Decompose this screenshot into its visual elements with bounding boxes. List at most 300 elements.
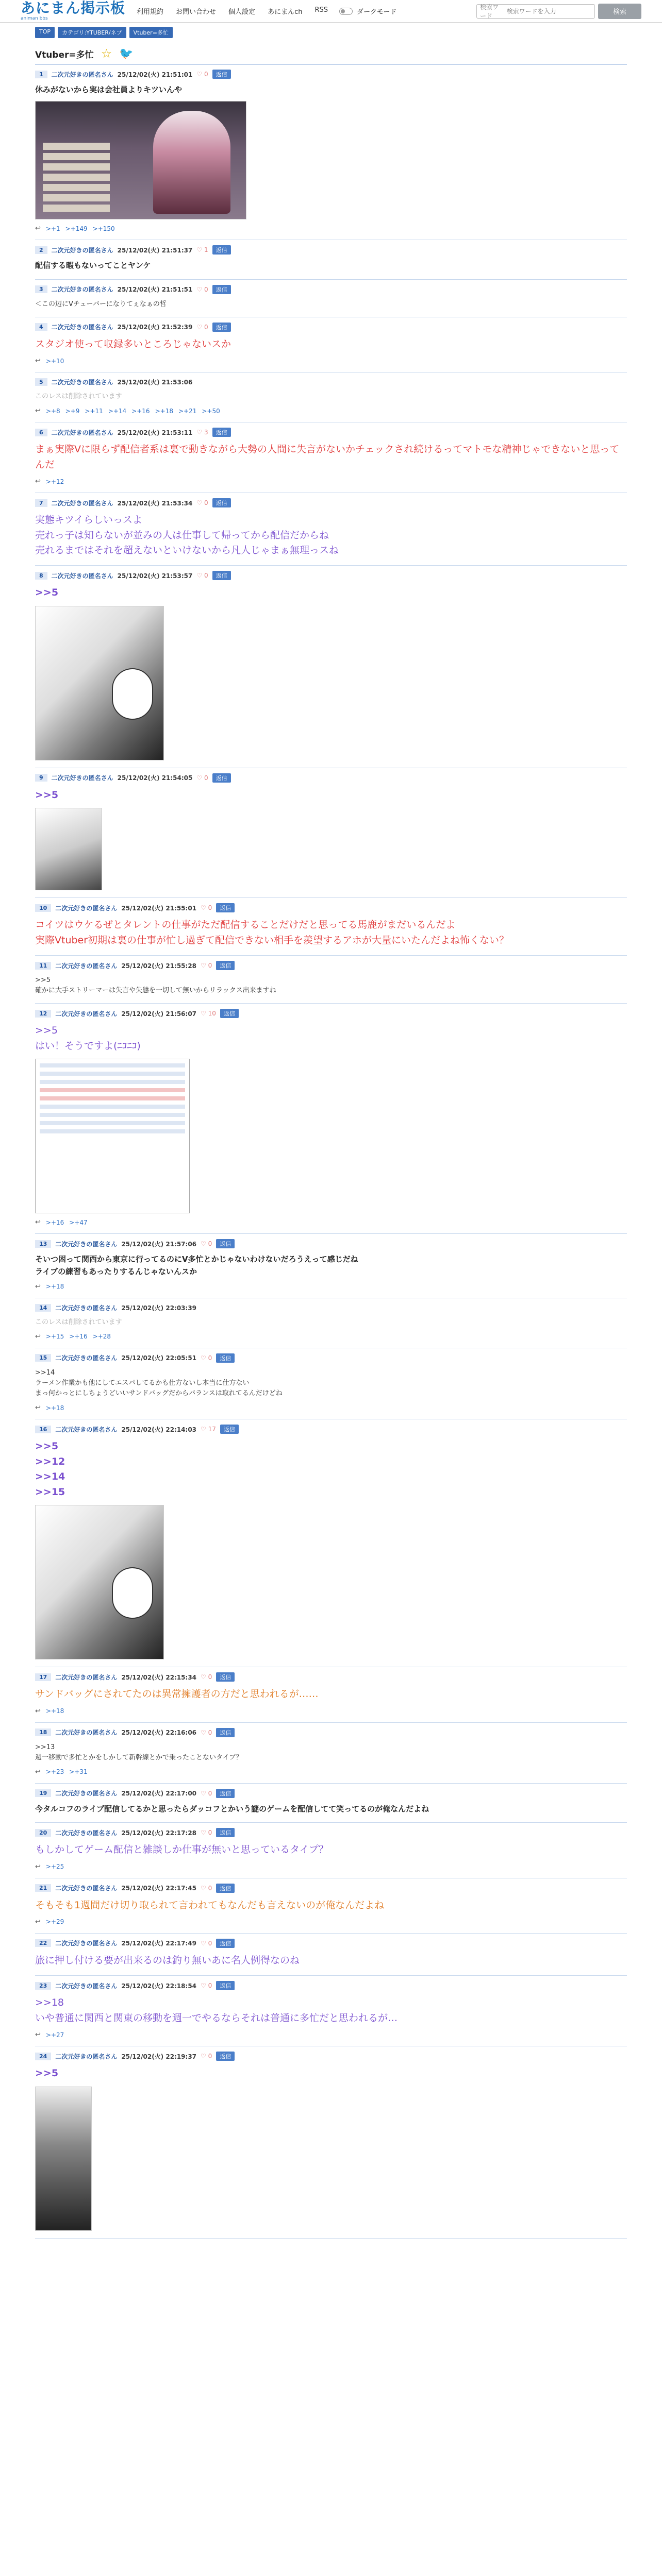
post-image[interactable] [35,606,164,760]
anchor-link[interactable]: >>5 [35,1440,59,1452]
nav-link[interactable]: お問い合わせ [176,8,217,16]
like-count[interactable]: ♡ 0 [201,1829,212,1837]
reply-button[interactable]: 返信 [216,961,235,970]
post-footer [35,407,627,415]
reply-arrow-icon: ↩ [35,1918,41,1926]
poster-name: 二次元好きの匿名さん [55,1304,118,1312]
post-body [35,918,627,948]
post-text-line: このレスは削除されています [35,1318,122,1326]
reply-link[interactable]: >+31 [69,1768,88,1776]
post-body [35,260,627,272]
toggle-switch-icon[interactable] [339,8,353,15]
reply-button[interactable]: 返信 [216,2052,235,2061]
reply-link[interactable]: >+149 [65,225,88,232]
like-count[interactable]: ♡ 0 [201,1673,212,1681]
reply-button[interactable]: 返信 [212,285,231,294]
post [35,240,627,279]
post-body [35,1253,627,1278]
post-date: 25/12/02(火) 22:15:34 [121,1673,197,1681]
post-body [35,1898,627,1913]
post-header [35,1425,627,1434]
like-count[interactable]: ♡ 0 [201,1789,212,1797]
post-header [35,1009,627,1018]
post-date: 25/12/02(火) 21:53:57 [117,572,193,580]
poster-name: 二次元好きの匿名さん [55,1829,118,1837]
post-body [35,1953,627,1968]
search-bar [476,4,641,19]
screenshot-line [40,1096,185,1100]
site-header [0,0,662,23]
poster-name: 二次元好きの匿名さん [55,1790,118,1798]
post [35,493,627,566]
post-text-line: コイツはウケるぜとタレントの仕事がただ配信することだけだと思ってる馬鹿がまだいるんだよ [35,919,456,931]
post-text-line: 売れっ子は知らないが並みの人は仕事して帰ってから配信だからね [35,529,329,541]
like-count[interactable]: ♡ 0 [196,774,208,782]
post-header [35,571,627,580]
post-footer [35,1333,627,1341]
post-date: 25/12/02(火) 21:53:06 [117,379,193,386]
like-count[interactable]: ♡ 0 [196,572,208,580]
image-row [43,205,110,212]
breadcrumb-item[interactable]: Vtuber=多忙 [129,27,173,38]
poster-name: 二次元好きの匿名さん [51,499,113,507]
like-count[interactable]: ♡ 0 [196,499,208,507]
like-count[interactable]: ♡ 1 [196,246,208,254]
post-number[interactable]: 13 [35,1240,51,1248]
like-count[interactable]: ♡ 0 [196,71,208,78]
post-date: 25/12/02(火) 22:18:54 [121,1982,197,1990]
post [35,1667,627,1722]
post-header [35,245,627,255]
breadcrumb-item[interactable]: カテゴリ:YTUBER/ネプ [58,27,126,38]
post-date: 25/12/02(火) 21:51:01 [117,71,193,78]
post-header [35,428,627,437]
reply-link[interactable]: >+16 [45,1218,64,1226]
anchor-link[interactable]: >>5 [35,976,51,985]
post-text-line: まっ何かっとにしちょうどいいサンドバッグだからバランスは取れてるんだけどね [35,1389,283,1398]
reply-link[interactable]: >+47 [69,1218,88,1226]
post [35,1878,627,1934]
post-footer [35,1863,627,1871]
anchor-link[interactable]: >>5 [35,789,59,801]
reply-button[interactable]: 返信 [220,1425,239,1434]
post-body [35,337,627,352]
post-header [35,1981,627,1990]
post-date: 25/12/02(火) 21:51:37 [117,246,193,254]
poster-name: 二次元好きの匿名さん [55,1673,118,1681]
post-date: 25/12/02(火) 22:05:51 [121,1354,197,1362]
reply-link[interactable]: >+9 [65,407,80,415]
post-header [35,1239,627,1248]
like-count[interactable]: ♡ 0 [201,1939,212,1947]
post-number[interactable]: 1 [35,71,47,78]
post-text-line: 配信する暇もないってことヤンケ [35,261,151,270]
post-text-line: ラーメン作業かも他にしてエスパしてるかも仕方ないし本当に仕方ない [35,1379,250,1387]
reply-link[interactable]: >+12 [45,478,64,485]
poster-name: 二次元好きの匿名さん [55,1940,118,1947]
post-footer [35,357,627,365]
poster-name: 二次元好きの匿名さん [51,379,113,386]
reply-link[interactable]: >+16 [131,407,150,415]
favorite-star-icon[interactable]: ☆ [101,46,112,61]
reply-button[interactable]: 返信 [216,1672,235,1682]
reply-link[interactable]: >+27 [45,2031,64,2039]
post-number[interactable]: 3 [35,285,47,293]
post [35,372,627,422]
reply-button[interactable]: 返信 [216,1981,235,1990]
reply-arrow-icon: ↩ [35,357,41,365]
post-date: 25/12/02(火) 22:17:49 [121,1940,197,1947]
post-date: 25/12/02(火) 22:17:45 [121,1885,197,1892]
post-number[interactable]: 18 [35,1728,51,1736]
post-text-line: そいつ困って関西から東京に行ってるのにV多忙とかじゃないわけないだろうえって感じだね [35,1255,358,1264]
like-count[interactable]: ♡ 0 [201,962,212,970]
post-date: 25/12/02(火) 21:54:05 [117,774,193,782]
post-number[interactable]: 10 [35,904,51,912]
nav-link[interactable]: 個人設定 [228,8,256,16]
dark-mode-label: ダークモード [357,8,397,16]
post-number[interactable]: 15 [35,1354,51,1362]
reply-button[interactable]: 返信 [216,1239,235,1248]
reply-arrow-icon: ↩ [35,407,41,415]
post [35,1934,627,1976]
post-number[interactable]: 11 [35,962,51,970]
post-header [35,773,627,783]
page-title: Vtuber=多忙 [35,49,94,60]
post-number[interactable]: 19 [35,1789,51,1797]
anchor-link[interactable]: >>5 [35,2067,59,2079]
anchor-link[interactable]: >>14 [35,1471,65,1483]
poster-name: 二次元好きの匿名さん [51,429,113,436]
reply-link[interactable]: >+150 [92,225,115,232]
poster-name: 二次元好きの匿名さん [55,904,118,912]
post-header [35,323,627,332]
like-count[interactable]: ♡ 3 [196,429,208,436]
post-body [35,84,627,96]
reply-arrow-icon: ↩ [35,1707,41,1715]
nav-link[interactable]: RSS [315,6,328,14]
post-date: 25/12/02(火) 22:16:06 [121,1729,197,1737]
screenshot-line [40,1129,185,1133]
post-text-line: ＜この辺にVチューバーになりてぇなぁの哲 [35,300,167,308]
screenshot-line [40,1072,185,1076]
reply-button[interactable]: 返信 [216,1939,235,1948]
reply-link[interactable]: >+15 [45,1333,64,1341]
anchor-link[interactable]: >>5 [35,587,59,599]
like-count[interactable]: ♡ 0 [196,285,208,293]
speech-bubble [112,1567,153,1619]
poster-name: 二次元好きの匿名さん [55,1240,118,1248]
reply-link[interactable]: >+10 [45,357,64,365]
like-count[interactable]: ♡ 0 [201,904,212,912]
post-number[interactable]: 12 [35,1010,51,1018]
poster-name: 二次元好きの匿名さん [55,1885,118,1892]
breadcrumb [0,23,662,38]
post-date: 25/12/02(火) 21:53:34 [117,499,193,507]
anchor-link[interactable]: >>13 [35,1743,55,1751]
post [35,1976,627,2046]
post-header [35,498,627,507]
post-body [35,1368,627,1399]
reply-button[interactable]: 返信 [216,1353,235,1363]
post-date: 25/12/02(火) 22:17:00 [121,1790,197,1798]
post-date: 25/12/02(火) 22:19:37 [121,2053,197,2060]
reply-button[interactable]: 返信 [216,1884,235,1893]
post [35,422,627,493]
image-row [43,143,110,150]
reply-link[interactable]: >+16 [69,1333,88,1341]
post-header [35,1672,627,1682]
reply-arrow-icon: ↩ [35,1862,41,1871]
post-footer [35,1768,627,1776]
reply-button[interactable]: 返信 [212,773,231,783]
poster-name: 二次元好きの匿名さん [55,1354,118,1362]
like-count[interactable]: ♡ 0 [201,2053,212,2060]
post-body [35,1803,627,1815]
reply-link[interactable]: >+18 [45,1283,64,1291]
post-number[interactable]: 4 [35,323,47,331]
thread-title-row [0,38,662,64]
search-input[interactable] [507,8,591,15]
post-header [35,1728,627,1737]
reply-button[interactable]: 返信 [212,498,231,507]
like-count[interactable]: ♡ 0 [201,1354,212,1362]
post-body [35,299,627,310]
like-count[interactable]: ♡ 0 [201,1240,212,1248]
reply-button[interactable]: 返信 [216,1828,235,1837]
nav-link[interactable]: 利用規約 [137,8,164,16]
post-body [35,1023,627,1054]
post-image[interactable] [35,2087,92,2231]
breadcrumb-item[interactable]: TOP [35,27,55,38]
post-date: 25/12/02(火) 22:03:39 [121,1304,197,1312]
post-header [35,1353,627,1363]
post-body [35,1742,627,1763]
image-row [43,184,110,191]
post [35,1348,627,1419]
post [35,1784,627,1823]
reply-link[interactable]: >+8 [45,407,60,415]
post-text-line: そもそも1週間だけ切り取られて言われてもなんだも言えないのが俺なんだよね [35,1899,385,1911]
post-list [35,64,627,2239]
like-count[interactable]: ♡ 17 [201,1426,216,1433]
post [35,1723,627,1784]
reply-link[interactable]: >+18 [45,1404,64,1412]
reply-link[interactable]: >+50 [202,407,220,415]
reply-link[interactable]: >+1 [45,225,60,232]
post [35,317,627,372]
poster-name: 二次元好きの匿名さん [51,246,113,254]
post [35,768,627,898]
post-header [35,70,627,79]
reply-link[interactable]: >+25 [45,1863,64,1871]
post-number[interactable]: 21 [35,1884,51,1892]
post-header [35,961,627,970]
reply-arrow-icon: ↩ [35,1768,41,1776]
like-count[interactable]: ♡ 0 [201,1884,212,1892]
post [35,1298,627,1348]
post-number[interactable]: 22 [35,1939,51,1947]
post [35,2046,627,2238]
screenshot-line [40,1113,185,1117]
reply-button[interactable]: 返信 [212,323,231,332]
poster-name: 二次元好きの匿名さん [55,1426,118,1433]
post-footer [35,225,627,232]
reply-button[interactable]: 返信 [216,1789,235,1798]
nav-link[interactable]: あにまんch [268,8,303,16]
anchor-link[interactable]: >>15 [35,1486,65,1498]
post [35,956,627,1004]
reply-link[interactable]: >+21 [178,407,197,415]
reply-link[interactable]: >+14 [108,407,127,415]
post-body [35,1995,627,2026]
anchor-link[interactable]: >>14 [35,1368,55,1377]
reply-button[interactable]: 返信 [216,903,235,912]
reply-link[interactable]: >+18 [45,1707,64,1715]
poster-name: 二次元好きの匿名さん [51,286,113,293]
post-header [35,1303,627,1312]
post-number[interactable]: 14 [35,1304,51,1312]
poster-name: 二次元好きの匿名さん [55,1729,118,1737]
post-image[interactable] [35,1059,190,1213]
post [35,280,627,317]
post-header [35,2052,627,2061]
poster-name: 二次元好きの匿名さん [55,1982,118,1990]
anchor-link[interactable]: >>18 [35,1997,64,2009]
screenshot-line [40,1105,185,1109]
poster-name: 二次元好きの匿名さん [51,71,113,78]
post-footer [35,478,627,485]
post-text-line: ライブの練習もあったりするんじゃないんスか [35,1266,197,1276]
post-text-line: まぁ実際Vに限らず配信者系は裏で動きながら大勢の人間に失言がないかチェックされ続けるってマトモな精神じゃできないと思ってんだ [35,444,620,470]
post [35,566,627,768]
reply-link[interactable]: >+18 [155,407,173,415]
image-row [43,194,110,201]
post [35,64,627,240]
post-body [35,442,627,472]
like-count[interactable]: ♡ 0 [201,1728,212,1736]
post-number[interactable]: 24 [35,2053,51,2060]
twitter-share-icon[interactable]: 🐦 [119,47,134,60]
poster-name: 二次元好きの匿名さん [55,1010,118,1018]
post-number[interactable]: 6 [35,429,47,436]
post-date: 25/12/02(火) 22:17:28 [121,1829,197,1837]
anchor-link[interactable]: >>12 [35,1455,65,1467]
post-image[interactable] [35,101,246,219]
reply-arrow-icon: ↩ [35,1218,41,1227]
reply-button[interactable]: 返信 [220,1009,239,1018]
post-number[interactable]: 17 [35,1673,51,1681]
post [35,1004,627,1234]
post-footer [35,1707,627,1715]
post-text-line: 旅に押し付ける要が出来るのは釣り無いあに名人例得なのね [35,1954,300,1966]
search-field[interactable] [476,4,595,19]
post-number[interactable]: 5 [35,378,47,386]
reply-button[interactable]: 返信 [212,245,231,255]
logo-subtext: animan bbs [21,16,48,21]
like-count[interactable]: ♡ 10 [201,1010,216,1018]
like-count[interactable]: ♡ 0 [196,323,208,331]
post-text-line: はい！そうですよ(ﾆｺﾆｺ) [35,1040,141,1052]
image-row [43,163,110,171]
reply-button[interactable]: 返信 [216,1728,235,1737]
post-body [35,513,627,558]
speech-bubble [112,668,153,720]
like-count[interactable]: ♡ 0 [201,1982,212,1990]
reply-arrow-icon: ↩ [35,2031,41,2039]
post-date: 25/12/02(火) 21:53:11 [117,429,193,436]
post-text-line: いや普通に関西と関東の移動を週一でやるならそれは普通に多忙だと思われるが… [35,2012,398,2024]
post [35,898,627,956]
reply-arrow-icon: ↩ [35,478,41,486]
poster-name: 二次元好きの匿名さん [55,962,118,970]
reply-button[interactable]: 返信 [212,70,231,79]
reply-link[interactable]: >+29 [45,1918,64,1926]
post-number[interactable]: 9 [35,774,47,782]
reply-button[interactable]: 返信 [212,428,231,437]
poster-name: 二次元好きの匿名さん [55,2053,118,2060]
post-text-line: このレスは削除されています [35,393,122,401]
site-logo[interactable] [21,1,125,21]
post-header [35,285,627,294]
dark-mode-toggle[interactable] [339,6,396,16]
post-number[interactable]: 16 [35,1426,51,1433]
post-date: 25/12/02(火) 21:55:01 [121,904,197,912]
reply-link[interactable]: >+23 [45,1768,64,1776]
post-body [35,975,627,996]
post [35,1234,627,1298]
image-row [43,153,110,160]
anchor-link[interactable]: >>5 [35,1025,58,1037]
post-image[interactable] [35,1505,164,1659]
reply-button[interactable]: 返信 [212,571,231,580]
post-date: 25/12/02(火) 22:14:03 [121,1426,197,1433]
post-body [35,2066,627,2081]
post-number[interactable]: 7 [35,499,47,507]
screenshot-line [40,1121,185,1125]
screenshot-line [40,1063,185,1067]
post-number[interactable]: 23 [35,1982,51,1990]
logo-text: あにまん掲示板 [21,0,126,16]
post-header [35,1828,627,1837]
poster-name: 二次元好きの匿名さん [51,572,113,580]
post-date: 25/12/02(火) 21:57:06 [121,1240,197,1248]
reply-arrow-icon: ↩ [35,1332,41,1341]
post-number[interactable]: 20 [35,1829,51,1837]
post-number[interactable]: 2 [35,246,47,254]
post-image[interactable] [35,808,102,890]
post-body [35,1317,627,1328]
post-date: 25/12/02(火) 21:51:51 [117,286,193,293]
post [35,1823,627,1878]
post-body [35,1439,627,1500]
screenshot-line [40,1088,185,1092]
image-row [43,174,110,181]
search-button[interactable]: 検索 [598,4,641,19]
post-body [35,585,627,600]
post-header [35,903,627,912]
post-text-line: もしかしてゲーム配信と雑談しか仕事が無いと思っているタイプ？ [35,1844,329,1856]
reply-arrow-icon: ↩ [35,225,41,233]
post-footer [35,1404,627,1412]
post-text-line: 今タルコフのライブ配信してるかと思ったらダッコフとかいう謎のゲームを配信してて笑ってるのが俺なんだよね [35,1804,429,1814]
post-header [35,378,627,386]
post-text-line: スタジオ使って収録多いところじゃないスか [35,338,231,350]
reply-link[interactable]: >+11 [85,407,103,415]
post-number[interactable]: 8 [35,572,47,580]
post-date: 25/12/02(火) 21:55:28 [121,962,197,970]
reply-link[interactable]: >+28 [92,1333,111,1341]
